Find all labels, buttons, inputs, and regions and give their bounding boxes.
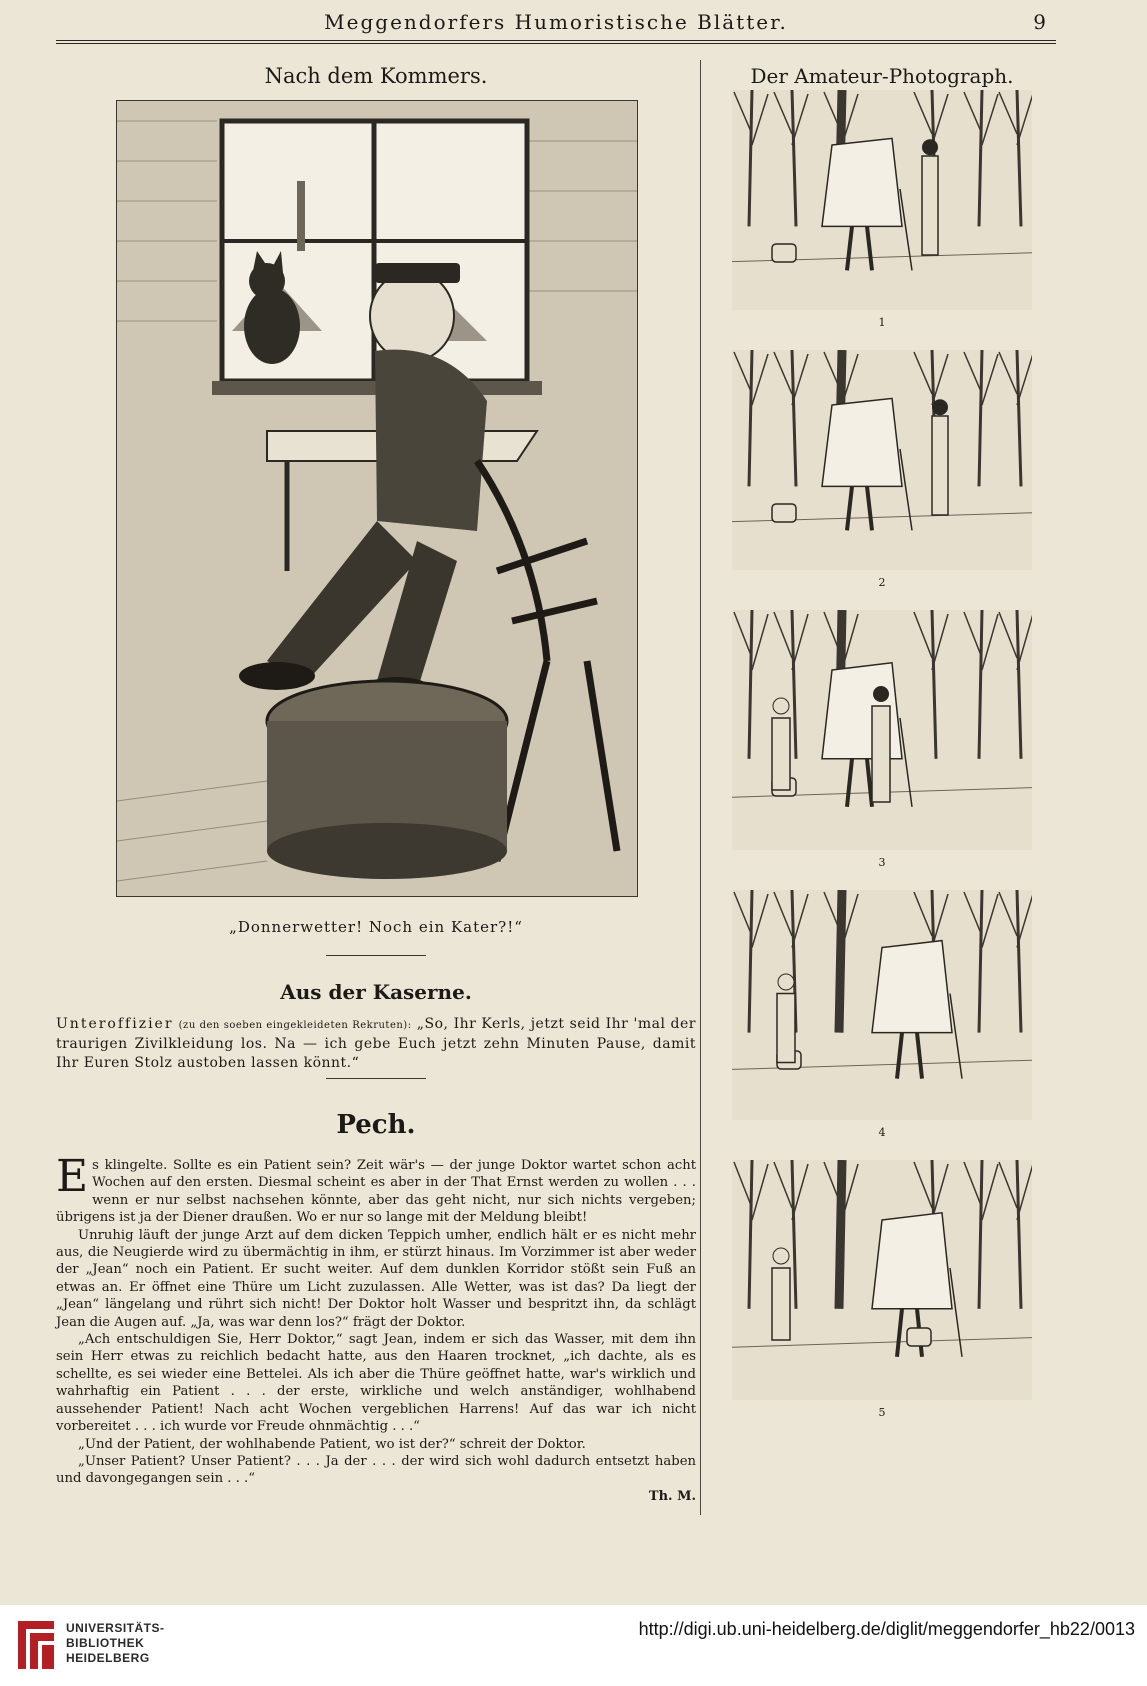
library-name-line: BIBLIOTHEK: [66, 1636, 145, 1650]
photographer-under-cloth-scene-5-icon: [732, 1160, 1032, 1400]
comic-panel: [732, 350, 1032, 570]
kaserne-quote: „So, Ihr Kerls, jetzt seid Ihr 'mal der traurigen Zivilkleidung los. Na — ich gebe Euch jetzt zehn Minuten Pause, damit Ihr Euren Stolz austoben lassen könnt.“: [56, 1016, 696, 1071]
pech-paragraph: „Ach entschuldigen Sie, Herr Doktor,“ sagt Jean, indem er sich das Wasser, mit dem ihn sein Herr etwas zu reichlich bedacht hatte, aus den Haaren trocknet, „ich dachte, als es schellte, es sei wieder eine Bettelei. Als ich aber die Thüre geöffnet hatte, war's wirklich und wahrhaftig ein Patient . . . der erste, wirkliche und welch anständiger, wohlhabend aussehender Patient! Nach acht Wochen vergeblichen Harrens! Auf das war ich nicht vorbereitet . . . ich wurde vor Freude ohnmächtig . . .“: [56, 1332, 696, 1435]
panel-number: 2: [878, 576, 886, 589]
separator-rule: [326, 1078, 426, 1079]
kommers-title: Nach dem Kommers.: [264, 64, 488, 88]
photographer-under-cloth-scene-4-icon: [732, 890, 1032, 1120]
pech-signature: Th. M.: [648, 1488, 696, 1504]
source-url-link[interactable]: http://digi.ub.uni-heidelberg.de/diglit/meggendorfer_hb22/0013: [638, 1619, 1135, 1639]
page-number: 9: [1033, 10, 1048, 34]
kommers-caption: „Donnerwetter! Noch ein Kater?!“: [229, 918, 523, 936]
pech-paragraph: Unruhig läuft der junge Arzt auf dem dicken Teppich umher, endlich hält er es nicht mehr aus, die Neugierde wird zu übermächtig in ihm, er stürzt hinaus. Im Vorzimmer ist aber weder der „Jean“ noch ein Patient. Er sucht weiter. Auf dem dunklen Korridor stößt sein Fuß an etwas an. Er öffnet eine Thüre um Licht zuzulassen. Alle Wetter, was ist das? Da liegt der „Jean“ längelang und rührt sich nicht! Der Doktor holt Wasser und bespritzt ihn, da schlägt Jean die Augen auf. „Ja, was war denn los?“ frägt der Doktor.: [56, 1227, 696, 1330]
running-title: Meggendorfers Humoristische Blätter.: [324, 10, 788, 34]
kaserne-text: [56, 1015, 696, 1073]
dropcap: E: [56, 1151, 89, 1202]
comic-panel: [732, 610, 1032, 850]
pech-paragraph: [56, 1453, 696, 1488]
kaserne-stage-note: (zu den soeben eingekleideten Rekruten):: [178, 1020, 412, 1031]
pech-paragraph-text: „Unser Patient? Unser Patient? . . . Ja der . . . der wird sich wohl dadurch entsetzt haben und davongegangen sein . . .“: [56, 1453, 696, 1487]
column-divider: [700, 60, 701, 1515]
pech-paragraph: [56, 1151, 696, 1227]
header-rule: [56, 40, 1056, 44]
pech-paragraph-text: s klingelte. Sollte es ein Patient sein? Zeit wär's — der junge Doktor wartet schon acht Wochen auf den ersten. Diesmal scheint es aber in der That Ernst werden zu wollen . . . wenn er nur selbst nachsehen könnte, aber das geht nicht, nur sich nichts vergeben; übrigens ist ja der Diener draußen. Wo er nur so lange mit der Meldung bleibt!: [56, 1158, 696, 1226]
library-name: [66, 1621, 165, 1666]
photographer-under-cloth-scene-2-icon: [732, 350, 1032, 570]
comic-panel: [732, 1160, 1032, 1400]
library-logo-icon: [14, 1619, 58, 1671]
separator-rule: [326, 955, 426, 956]
pech-title: Pech.: [336, 1110, 416, 1140]
photographer-under-cloth-scene-1-icon: [732, 90, 1032, 310]
comic-panel: [732, 90, 1032, 310]
pech-paragraph: „Und der Patient, der wohlhabende Patient, wo ist der?“ schreit der Doktor.: [78, 1436, 586, 1452]
kaserne-speaker: Unteroffizier: [56, 1016, 174, 1032]
panel-number: 5: [878, 1406, 886, 1419]
panel-number: 4: [878, 1126, 886, 1139]
panel-number: 1: [878, 316, 886, 329]
kaserne-title: Aus der Kaserne.: [280, 980, 472, 1004]
cartoon-man-and-cat-icon: [117, 101, 637, 896]
photographer-under-cloth-scene-3-icon: [732, 610, 1032, 850]
footer: [0, 1605, 1147, 1686]
amateur-title: Der Amateur-Photograph.: [750, 64, 1014, 88]
comic-panel: [732, 890, 1032, 1120]
pech-story: [56, 1151, 696, 1505]
library-name-line: HEIDELBERG: [66, 1651, 150, 1665]
panel-number: 3: [878, 856, 886, 869]
running-head: [56, 10, 1056, 40]
kommers-illustration: [116, 100, 638, 897]
library-name-line: UNIVERSITÄTS-: [66, 1621, 165, 1635]
